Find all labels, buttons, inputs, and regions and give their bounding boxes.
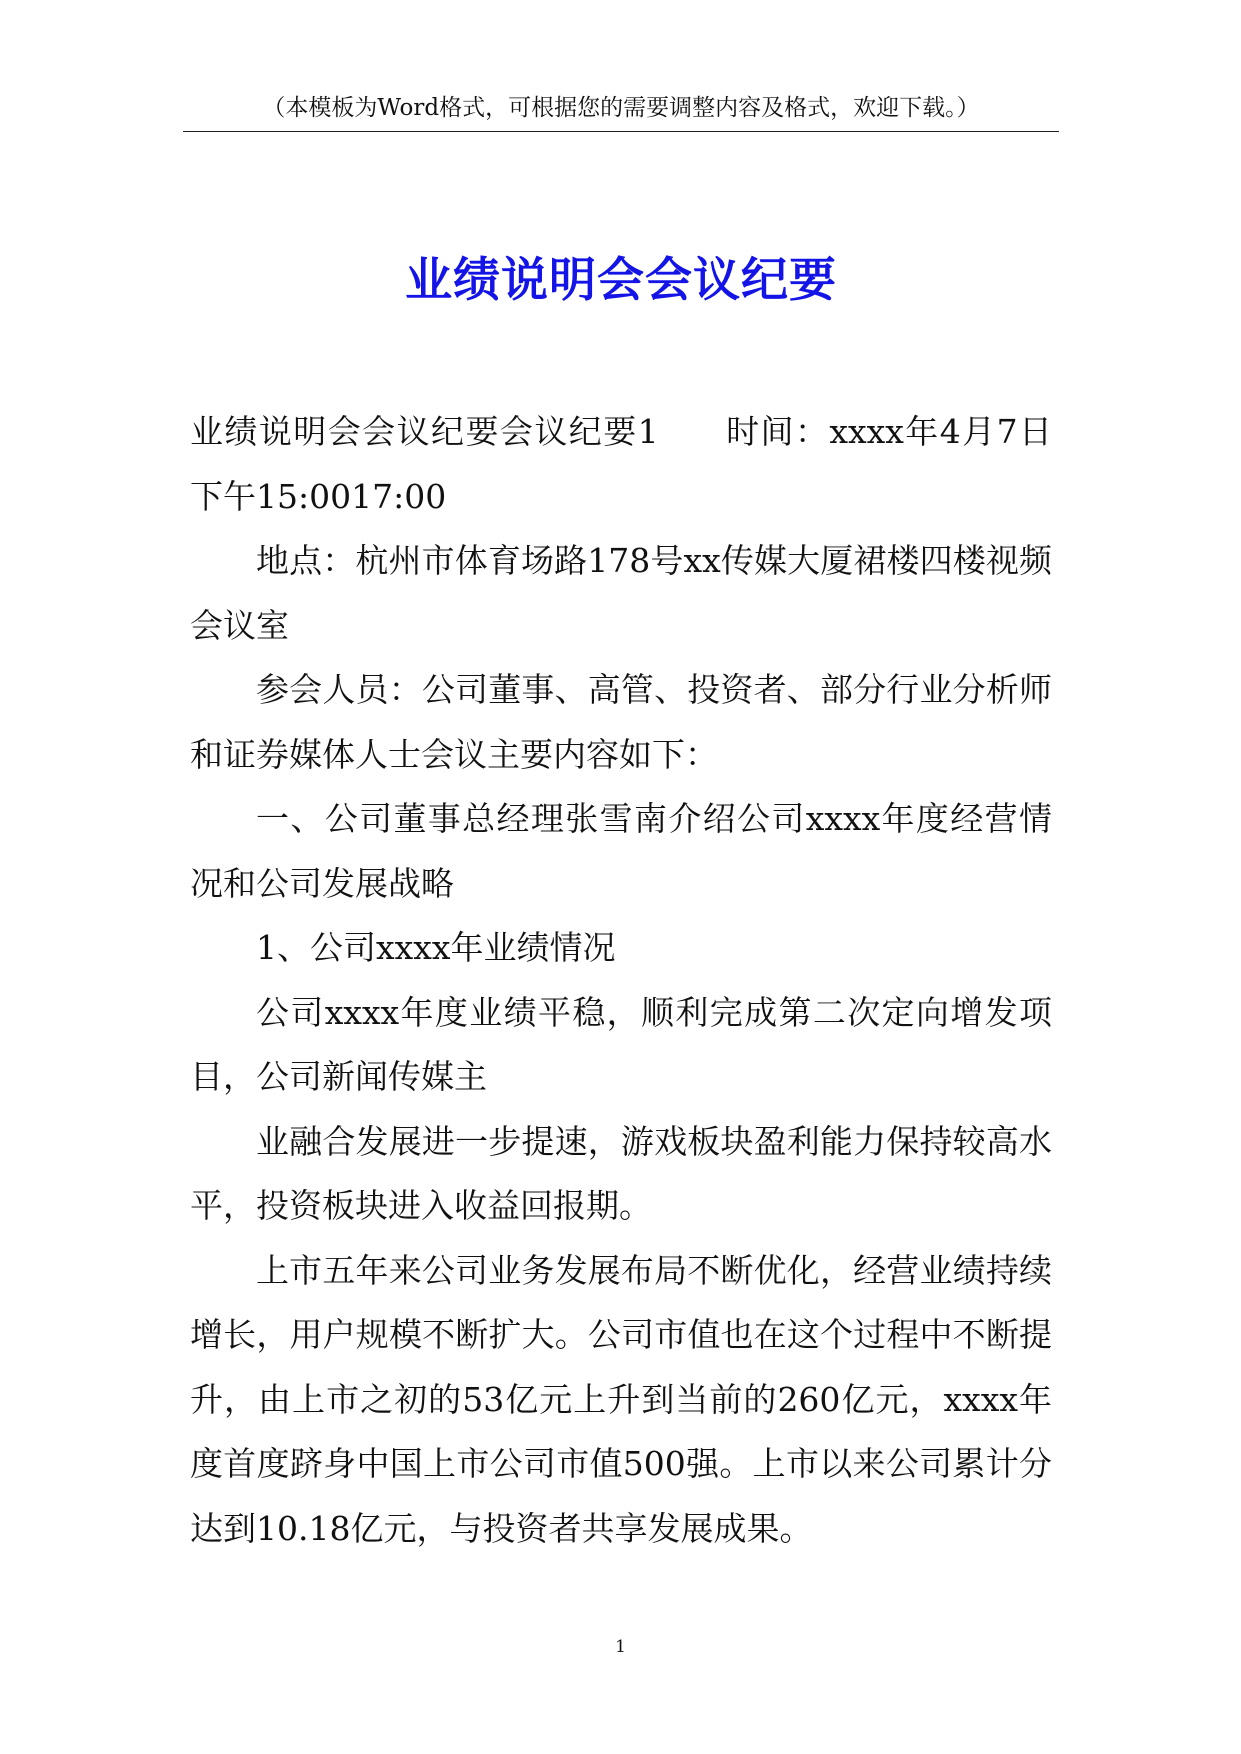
document-title: 业绩说明会会议纪要 xyxy=(405,253,837,309)
document-body xyxy=(190,400,1052,1561)
paragraph-listing-growth: 上市五年来公司业务发展布局不断优化，经营业绩持续增长，用户规模不断扩大。公司市值也在这个过程中不断提升，由上市之初的53亿元上升到当前的260亿元，xxxx年度首度跻身中国上市公司市值500强。上市以来公司累计分达到10.18亿元，与投资者共享发展成果。 xyxy=(190,1250,1052,1548)
paragraph-location: 地点：杭州市体育场路178号xx传媒大厦裙楼四楼视频会议室 xyxy=(190,541,1052,645)
paragraph-performance: 公司xxxx年度业绩平稳，顺利完成第二次定向增发项目，公司新闻传媒主 xyxy=(190,992,1052,1096)
header-template-note: （本模板为Word格式，可根据您的需要调整内容及格式，欢迎下载。） xyxy=(262,95,980,121)
paragraph-heading-and-time xyxy=(190,400,1052,529)
paragraph-attendees: 参会人员：公司董事、高管、投资者、部分行业分析师和证券媒体人士会议主要内容如下： xyxy=(190,670,1052,774)
paragraph-business-integration: 业融合发展进一步提速，游戏板块盈利能力保持较高水平，投资板块进入收益回报期。 xyxy=(190,1121,1052,1225)
meeting-time: 时间：xxxx年4月7日下午15:0017:00 xyxy=(190,412,1053,516)
header-divider xyxy=(183,131,1059,132)
paragraph-subsection-one: 1、公司xxxx年业绩情况 xyxy=(256,928,616,967)
paragraph-section-one: 一、公司董事总经理张雪南介绍公司xxxx年度经营情况和公司发展战略 xyxy=(190,799,1052,903)
meeting-heading: 业绩说明会会议纪要会议纪要1 xyxy=(190,412,659,451)
page-number: 1 xyxy=(615,1637,626,1657)
